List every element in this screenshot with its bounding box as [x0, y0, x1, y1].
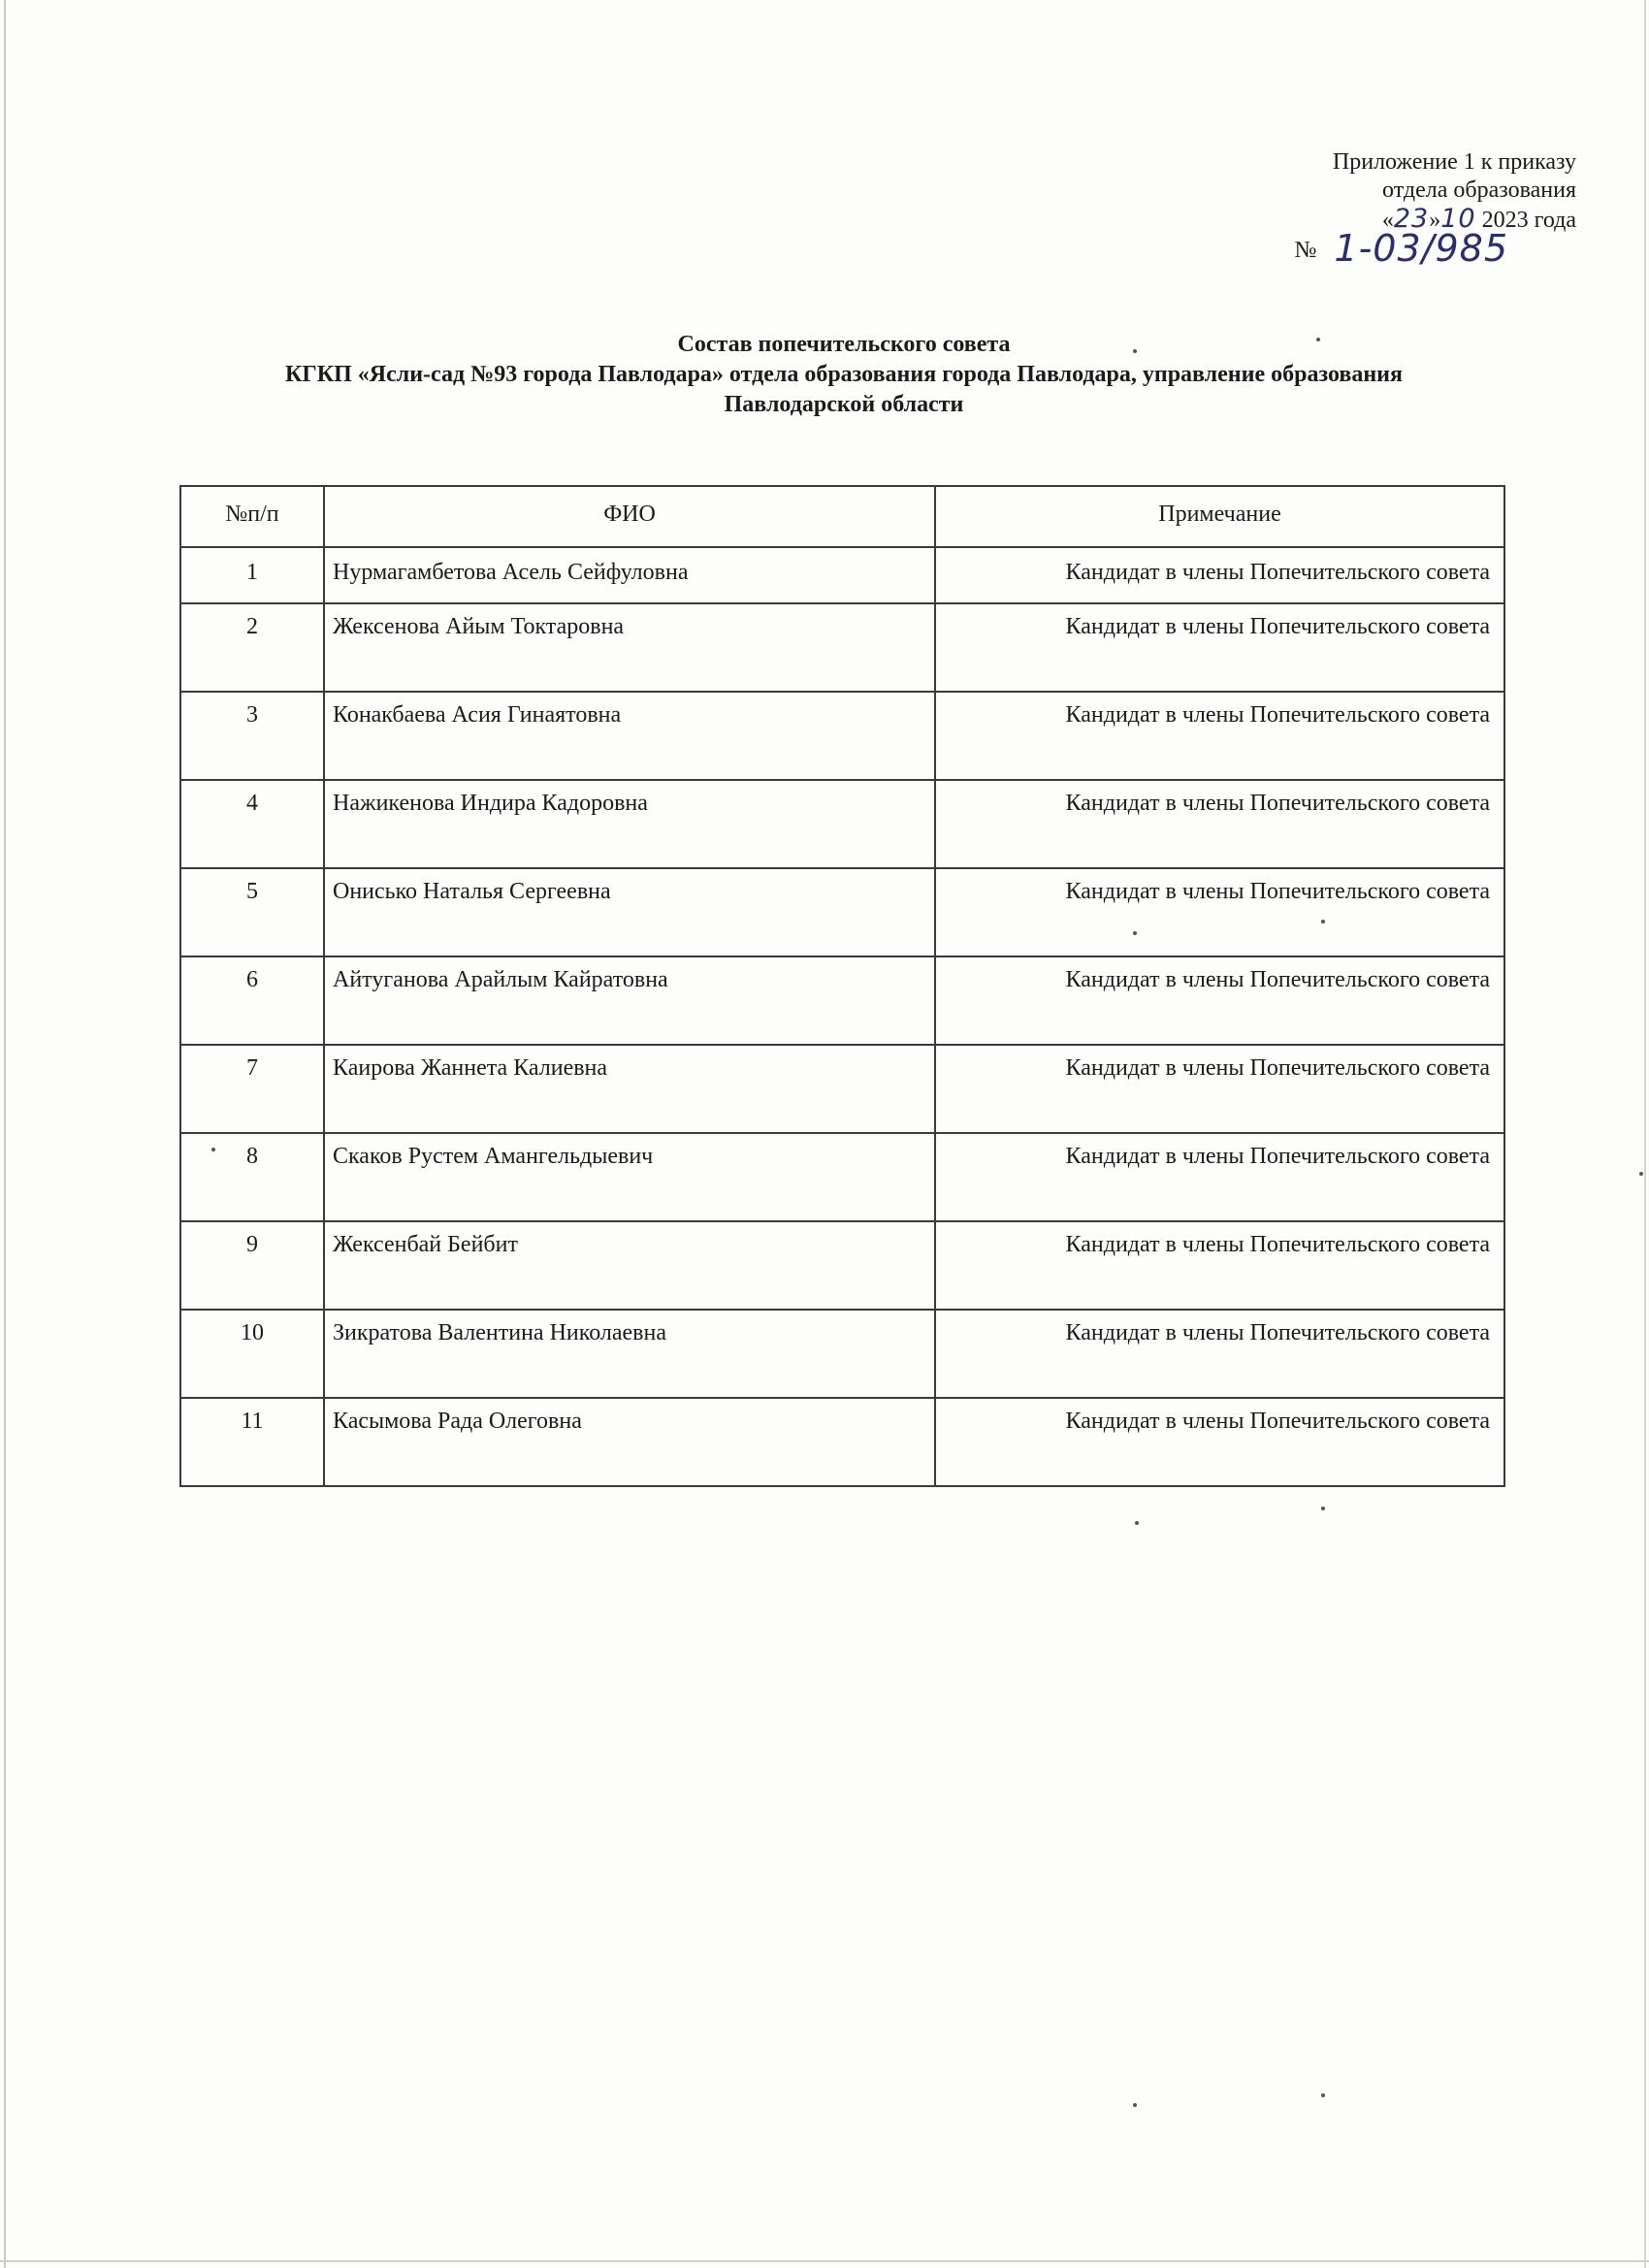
- scan-speck: [1133, 931, 1137, 935]
- cell-name: Онисько Наталья Сергеевна: [324, 868, 935, 956]
- table-header-row: [180, 486, 1504, 547]
- appendix-number: [1091, 227, 1576, 270]
- handwritten-order-number: 1-03/985: [1334, 227, 1508, 270]
- table-row: [180, 956, 1504, 1045]
- scan-edge-left: [4, 0, 6, 2268]
- cell-name: Жексенова Айым Токтаровна: [324, 603, 935, 692]
- date-year: 2023 года: [1481, 208, 1576, 233]
- scan-speck: [1135, 1521, 1139, 1525]
- cell-number: 10: [180, 1310, 324, 1398]
- cell-note: Кандидат в члены Попечительского совета: [935, 603, 1504, 692]
- cell-note: Кандидат в члены Попечительского совета: [935, 1221, 1504, 1310]
- table-row: [180, 603, 1504, 692]
- table-row: [180, 780, 1504, 868]
- cell-note: Кандидат в члены Попечительского совета: [935, 1310, 1504, 1398]
- scan-speck: [1321, 1507, 1325, 1510]
- cell-number: 7: [180, 1045, 324, 1133]
- cell-number: 4: [180, 780, 324, 868]
- date-close-quote: »: [1429, 208, 1441, 233]
- scan-speck: [211, 1148, 215, 1151]
- cell-number: 2: [180, 603, 324, 692]
- handwritten-day: 23: [1393, 204, 1430, 234]
- cell-name: Нажикенова Индира Кадоровна: [324, 780, 935, 868]
- table-row: [180, 547, 1504, 603]
- scan-speck: [1133, 349, 1137, 353]
- number-label: №: [1294, 238, 1317, 263]
- cell-number: 5: [180, 868, 324, 956]
- cell-number: 6: [180, 956, 324, 1045]
- scan-speck: [1321, 920, 1325, 923]
- cell-name: Касымова Рада Олеговна: [324, 1398, 935, 1486]
- table-row: [180, 1221, 1504, 1310]
- table-row: [180, 1398, 1504, 1486]
- handwritten-month: 10: [1440, 204, 1476, 234]
- appendix-reference: [1091, 148, 1576, 270]
- table-row: [180, 868, 1504, 956]
- cell-number: 9: [180, 1221, 324, 1310]
- appendix-line-1: Приложение 1 к приказу: [1332, 149, 1576, 175]
- scan-speck: [1133, 2103, 1137, 2107]
- cell-number: 3: [180, 692, 324, 780]
- appendix-line-2: отдела образования: [1382, 178, 1576, 203]
- cell-name: Конакбаева Асия Гинаятовна: [324, 692, 935, 780]
- table-row: [180, 1310, 1504, 1398]
- scan-edge-bottom: [0, 2260, 1649, 2262]
- cell-note: Кандидат в члены Попечительского совета: [935, 780, 1504, 868]
- title-line-3: Павлодарской области: [724, 392, 964, 417]
- table-row: [180, 692, 1504, 780]
- cell-note: Кандидат в члены Попечительского совета: [935, 868, 1504, 956]
- header-number: №п/п: [180, 486, 324, 547]
- cell-note: Кандидат в члены Попечительского совета: [935, 1398, 1504, 1486]
- cell-note: Кандидат в члены Попечительского совета: [935, 692, 1504, 780]
- cell-name: Зикратова Валентина Николаевна: [324, 1310, 935, 1398]
- title-line-1: Состав попечительского совета: [677, 332, 1011, 357]
- cell-note: Кандидат в члены Попечительского совета: [935, 1045, 1504, 1133]
- cell-name: Каирова Жаннета Калиевна: [324, 1045, 935, 1133]
- cell-number: 8: [180, 1133, 324, 1221]
- cell-number: 11: [180, 1398, 324, 1486]
- table-row: [180, 1045, 1504, 1133]
- title-line-2: КГКП «Ясли-сад №93 города Павлодара» отдела образования города Павлодара, управление образования: [285, 362, 1403, 387]
- cell-name: Скаков Рустем Амангельдыевич: [324, 1133, 935, 1221]
- cell-note: Кандидат в члены Попечительского совета: [935, 956, 1504, 1045]
- header-name: ФИО: [324, 486, 935, 547]
- header-note: Примечание: [935, 486, 1504, 547]
- cell-note: Кандидат в члены Попечительского совета: [935, 1133, 1504, 1221]
- cell-name: Нурмагамбетова Асель Сейфуловна: [324, 547, 935, 603]
- scan-speck: [1639, 1172, 1643, 1176]
- document-title: [175, 330, 1513, 420]
- table-row: [180, 1133, 1504, 1221]
- council-members-table: [179, 485, 1505, 1487]
- cell-number: 1: [180, 547, 324, 603]
- cell-name: Жексенбай Бейбит: [324, 1221, 935, 1310]
- cell-name: Айтуганова Арайлым Кайратовна: [324, 956, 935, 1045]
- scan-speck: [1321, 2093, 1325, 2097]
- scan-edge-right: [1644, 0, 1646, 2268]
- date-open-quote: «: [1381, 208, 1394, 233]
- scan-speck: [1316, 338, 1320, 341]
- cell-note: Кандидат в члены Попечительского совета: [935, 547, 1504, 603]
